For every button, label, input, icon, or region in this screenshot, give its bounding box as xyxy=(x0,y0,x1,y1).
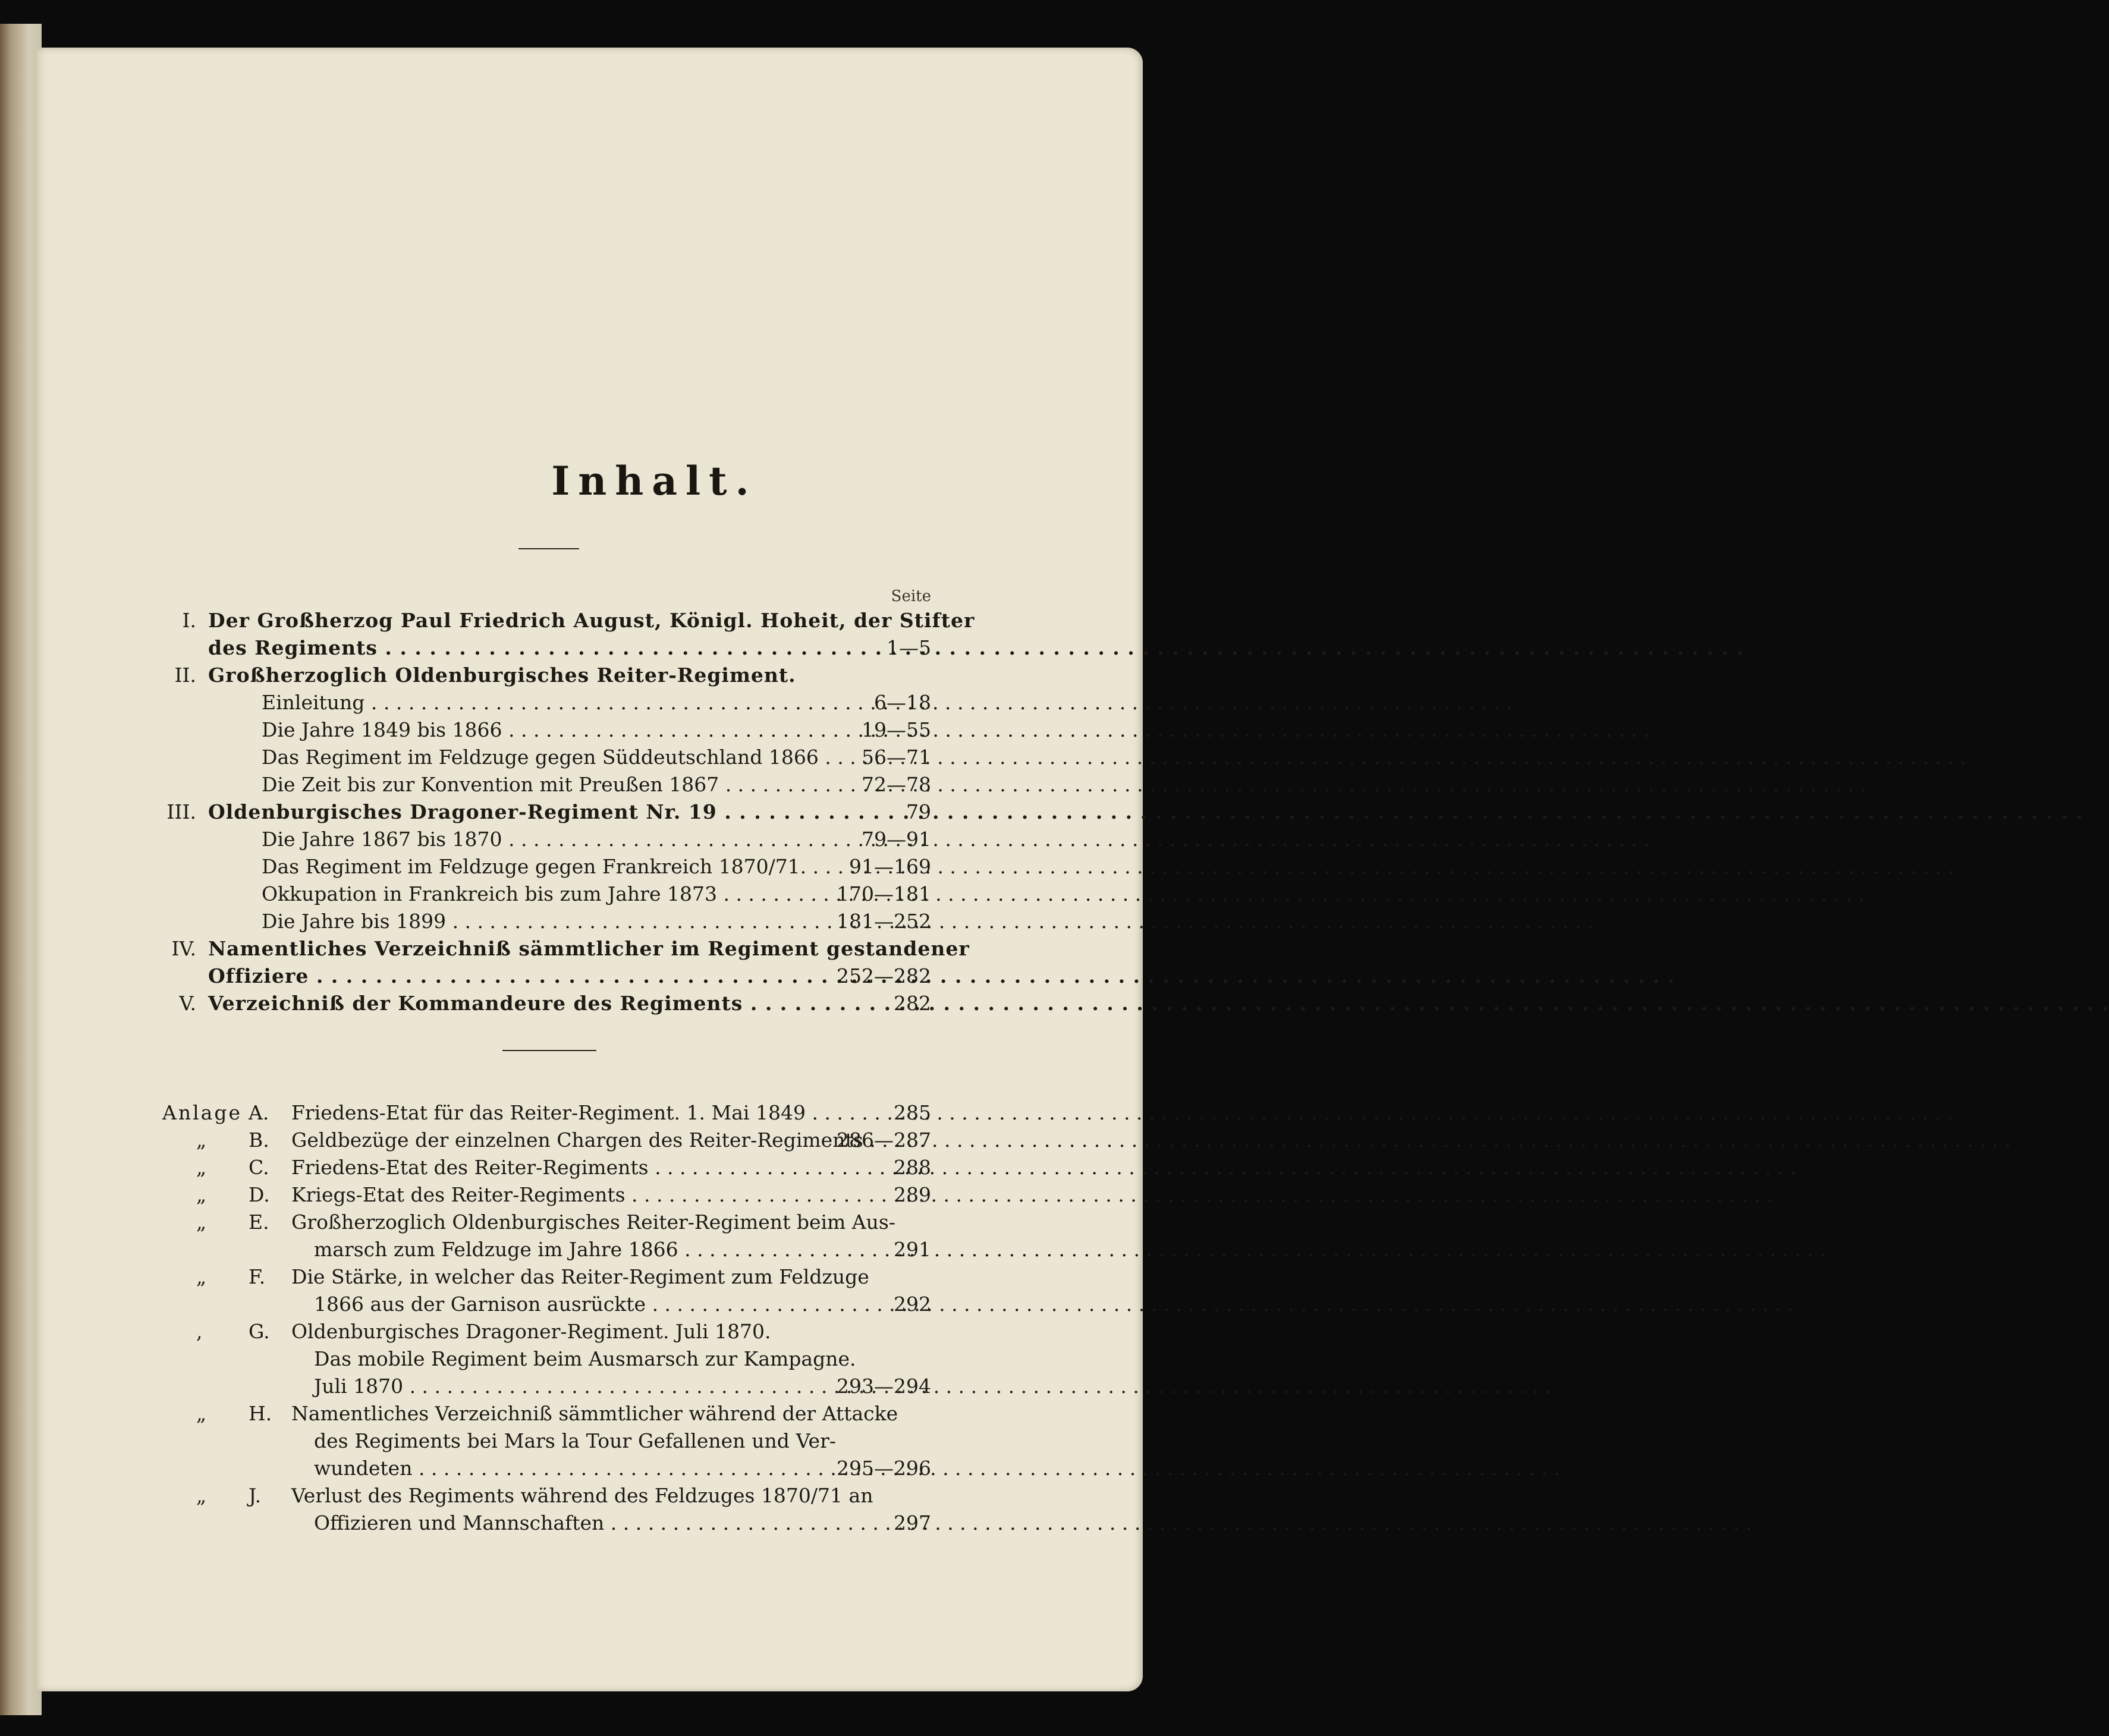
toc-number: V. xyxy=(179,992,196,1015)
appendix-row-b xyxy=(0,1127,1309,1153)
toc-page-number: 79—91 xyxy=(862,828,931,851)
appendix-row-h-cont xyxy=(0,1455,1309,1482)
appendix-row-j xyxy=(0,1483,1309,1509)
appendix-page-number: 286—287 xyxy=(837,1128,931,1152)
appendix-page-number: 293—294 xyxy=(837,1375,931,1398)
appendix-letter: G. xyxy=(249,1320,270,1343)
toc-entry-3 xyxy=(0,799,1309,825)
ditto-mark: , xyxy=(196,1320,203,1343)
appendix-row-d xyxy=(0,1182,1309,1208)
appendix-title: Geldbezüge der einzelnen Chargen des Reiter-Regiments . . . xyxy=(291,1127,836,1153)
toc-page-number: 1—5 xyxy=(887,636,931,659)
appendix-title: wundeten . . . xyxy=(314,1455,836,1482)
ditto-mark: „ xyxy=(196,1210,207,1234)
appendix-row-f xyxy=(0,1264,1309,1290)
toc-sub-title: Die Jahre 1867 bis 1870 . . . xyxy=(262,826,836,853)
appendix-page-number: 288 xyxy=(894,1156,931,1179)
appendix-title: 1866 aus der Garnison ausrückte . . . xyxy=(314,1291,836,1317)
toc-number: I. xyxy=(182,609,196,632)
appendix-row-g-cont xyxy=(0,1373,1309,1400)
appendix-letter: F. xyxy=(249,1265,266,1288)
appendix-title: Friedens-Etat für das Reiter-Regiment. 1. Mai 1849 . . . xyxy=(291,1100,836,1126)
appendix-title: Offizieren und Mannschaften . . . xyxy=(314,1510,836,1536)
appendix-row-c xyxy=(0,1155,1309,1181)
appendix-row-e-cont xyxy=(0,1237,1309,1263)
appendix-letter: J. xyxy=(249,1484,262,1507)
appendix-title: Friedens-Etat des Reiter-Regiments . . . xyxy=(291,1155,836,1181)
appendix-row-g-cont xyxy=(0,1346,1309,1372)
appendix-title: Oldenburgisches Dragoner-Regiment. Juli 1870. xyxy=(291,1320,771,1343)
appendix-title: Das mobile Regiment beim Ausmarsch zur Kampagne. xyxy=(314,1347,856,1370)
toc-entry-4 xyxy=(0,936,1309,962)
toc-page-number: 79 xyxy=(906,800,931,823)
toc-title-line: Offiziere . . . xyxy=(208,963,836,989)
appendix-row-e xyxy=(0,1209,1309,1235)
appendix-letter: D. xyxy=(249,1183,270,1206)
appendix-page-number: 297 xyxy=(894,1511,931,1534)
appendix-page-number: 285 xyxy=(894,1101,931,1124)
toc-sub-title: Die Jahre bis 1899 . . . xyxy=(262,908,836,935)
ditto-mark: „ xyxy=(196,1402,207,1425)
toc-subentry xyxy=(0,826,1309,853)
toc-page-number: 282 xyxy=(894,992,931,1015)
toc-subentry xyxy=(0,881,1309,907)
toc-number: II. xyxy=(174,663,196,687)
toc-title-line: Der Großherzog Paul Friedrich August, Königl. Hoheit, der Stifter xyxy=(208,609,975,632)
toc-entry-5 xyxy=(0,990,1309,1017)
appendix-title: des Regiments bei Mars la Tour Gefallenen und Ver- xyxy=(314,1429,836,1452)
seite-label: Seite xyxy=(891,587,931,605)
ditto-mark: „ xyxy=(196,1156,207,1179)
appendix-row-f-cont xyxy=(0,1291,1309,1317)
toc-page-number: 181—252 xyxy=(837,910,931,933)
section-rule xyxy=(502,1050,596,1051)
appendix-title: Juli 1870 . . . xyxy=(314,1373,836,1400)
toc-page-number: 91—169 xyxy=(849,855,931,878)
toc-page-number: 19—55 xyxy=(862,718,931,741)
page-title: Inhalt. xyxy=(551,458,758,504)
appendix-letter: H. xyxy=(249,1402,272,1425)
toc-sub-title: Okkupation in Frankreich bis zum Jahre 1873 . . . xyxy=(262,881,836,907)
title-rule xyxy=(518,548,579,549)
appendix-row-h-cont xyxy=(0,1428,1309,1454)
toc-subentry xyxy=(0,717,1309,743)
toc-sub-title: Einleitung . . . xyxy=(262,690,836,716)
appendix-row-g xyxy=(0,1319,1309,1345)
appendix-row-h xyxy=(0,1401,1309,1427)
appendix-title: Die Stärke, in welcher das Reiter-Regiment zum Feldzuge xyxy=(291,1265,869,1288)
toc-entry-1 xyxy=(0,608,1309,634)
toc-entry-4-cont xyxy=(0,963,1309,989)
appendix-title: Namentliches Verzeichniß sämmtlicher während der Attacke xyxy=(291,1402,898,1425)
appendix-page-number: 292 xyxy=(894,1292,931,1316)
toc-heading: Großherzoglich Oldenburgisches Reiter-Regiment. xyxy=(208,663,796,687)
toc-sub-title: Die Zeit bis zur Konvention mit Preußen 1867 . . . xyxy=(262,772,836,798)
toc-sub-title: Das Regiment im Feldzuge gegen Frankreich 1870/71. . . . xyxy=(262,854,836,880)
appendix-letter: C. xyxy=(249,1156,269,1179)
toc-title-line: Namentliches Verzeichniß sämmtlicher im Regiment gestandener xyxy=(208,937,970,960)
toc-heading: Oldenburgisches Dragoner-Regiment Nr. 19 . . . xyxy=(208,799,836,825)
toc-subentry xyxy=(0,908,1309,935)
toc-title-line: des Regiments . . . xyxy=(208,635,836,661)
appendix-row-a xyxy=(0,1100,1309,1126)
appendix-letter: E. xyxy=(249,1210,269,1234)
toc-subentry xyxy=(0,744,1309,770)
toc-page-number: 170—181 xyxy=(837,882,931,905)
appendix-page-number: 291 xyxy=(894,1238,931,1261)
appendix-letter: B. xyxy=(249,1128,269,1152)
appendix-title: Verlust des Regiments während des Feldzuges 1870/71 an xyxy=(291,1484,873,1507)
toc-subentry xyxy=(0,690,1309,716)
toc-number: IV. xyxy=(171,937,196,960)
ditto-mark: „ xyxy=(196,1183,207,1206)
toc-subentry xyxy=(0,772,1309,798)
appendix-page-number: 295—296 xyxy=(837,1457,931,1480)
appendix-title: Großherzoglich Oldenburgisches Reiter-Regiment beim Aus- xyxy=(291,1210,895,1234)
appendix-row-j-cont xyxy=(0,1510,1309,1536)
toc-entry-1-cont xyxy=(0,635,1309,661)
toc-page-number: 6—18 xyxy=(874,691,931,714)
toc-page-number: 252—282 xyxy=(837,964,931,987)
ditto-mark: „ xyxy=(196,1484,207,1507)
toc-subentry xyxy=(0,854,1309,880)
ditto-mark: „ xyxy=(196,1265,207,1288)
ditto-mark: „ xyxy=(196,1128,207,1152)
toc-sub-title: Das Regiment im Feldzuge gegen Süddeutschland 1866 . . . xyxy=(262,744,836,770)
appendix-title: Kriegs-Etat des Reiter-Regiments . . . xyxy=(291,1182,836,1208)
toc-page-number: 56—71 xyxy=(862,746,931,769)
appendix-label: Anlage xyxy=(162,1101,242,1124)
toc-page-number: 72—78 xyxy=(862,773,931,796)
toc-heading: Verzeichniß der Kommandeure des Regiments . . . xyxy=(208,990,836,1017)
toc-sub-title: Die Jahre 1849 bis 1866 . . . xyxy=(262,717,836,743)
appendix-letter: A. xyxy=(249,1101,269,1124)
toc-entry-2 xyxy=(0,662,1309,688)
appendix-title: marsch zum Feldzuge im Jahre 1866 . . . xyxy=(314,1237,836,1263)
appendix-page-number: 289 xyxy=(894,1183,931,1206)
toc-number: III. xyxy=(166,800,196,823)
